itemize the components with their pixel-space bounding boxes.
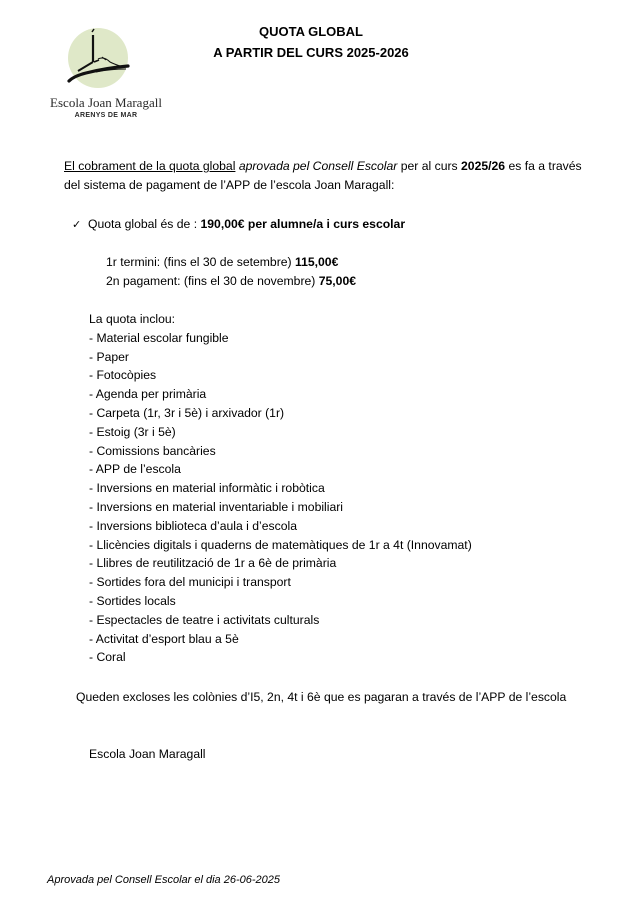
includes-heading: La quota inclou: [89, 312, 176, 326]
list-item: - Coral [89, 650, 126, 665]
signature: Escola Joan Maragall [89, 747, 206, 761]
includes-section [89, 310, 472, 667]
exclusions-note: Queden excloses les colònies d’I5, 2n, 4t i 6è que es pagaran a través de l’APP de l’escola [76, 690, 567, 704]
list-item: - APP de l’escola [89, 462, 181, 477]
payment-schedule [106, 253, 356, 291]
quota-label: Quota global és de : [88, 217, 201, 231]
intro-text-1: per al curs [397, 159, 462, 173]
list-item: - Activitat d’esport blau a 5è [89, 631, 239, 646]
school-emblem-icon [66, 26, 130, 90]
quota-total-line [72, 215, 405, 235]
title-line-2: A PARTIR DEL CURS 2025-2026 [213, 45, 409, 60]
list-item: - Sortides locals [89, 593, 176, 608]
logo-school-name: Escola Joan Maragall [50, 95, 162, 110]
school-logo [38, 26, 168, 126]
list-item: - Inversions en material inventariable i mobiliari [89, 499, 344, 514]
payment-row [106, 253, 356, 272]
document-title [180, 21, 442, 63]
list-item: - Agenda per primària [89, 387, 207, 402]
list-item: - Material escolar fungible [89, 330, 229, 345]
list-item: - Fotocòpies [89, 368, 157, 383]
list-item: - Comissions bancàries [89, 443, 216, 458]
intro-italic: aprovada pel Consell Escolar [238, 159, 398, 173]
list-item: - Espectacles de teatre i activitats culturals [89, 612, 320, 627]
payment-amount: 115,00€ [294, 255, 339, 269]
quota-amount: 190,00€ per alumne/a i curs escolar [200, 217, 406, 231]
title-line-1: QUOTA GLOBAL [259, 24, 363, 39]
payment-label: 1r termini: (fins el 30 de setembre) [106, 255, 295, 269]
payment-amount: 75,00€ [318, 273, 357, 288]
payment-label: 2n pagament: (fins el 30 de novembre) [106, 273, 319, 288]
checkmark-icon: ✓ [72, 219, 82, 231]
approval-footer: Aprovada pel Consell Escolar el dia 26-06-2025 [47, 874, 280, 886]
list-item: - Paper [89, 349, 129, 364]
list-item: - Carpeta (1r, 3r i 5è) i arxivador (1r) [89, 405, 285, 420]
logo-town-name: ARENYS DE MAR [74, 112, 138, 119]
intro-underlined: El cobrament de la quota global [64, 159, 236, 173]
includes-list [89, 329, 472, 667]
list-item: - Llibres de reutilització de 1r a 6è de primària [89, 556, 337, 571]
payment-row [106, 272, 356, 291]
list-item: - Inversions en material informàtic i robòtica [89, 481, 325, 496]
intro-paragraph [64, 157, 584, 195]
list-item: - Sortides fora del municipi i transport [89, 575, 291, 590]
intro-course: 2025/26 [461, 159, 506, 173]
list-item: - Estoig (3r i 5è) [89, 424, 176, 439]
intro-text-2: es fa a través del sistema de pagament de l’APP de l’escola Joan Maragall: [64, 159, 582, 192]
list-item: - Llicències digitals i quaderns de matemàtiques de 1r a 4t (Innovamat) [89, 537, 472, 552]
list-item: - Inversions biblioteca d’aula i d’escola [89, 518, 297, 533]
